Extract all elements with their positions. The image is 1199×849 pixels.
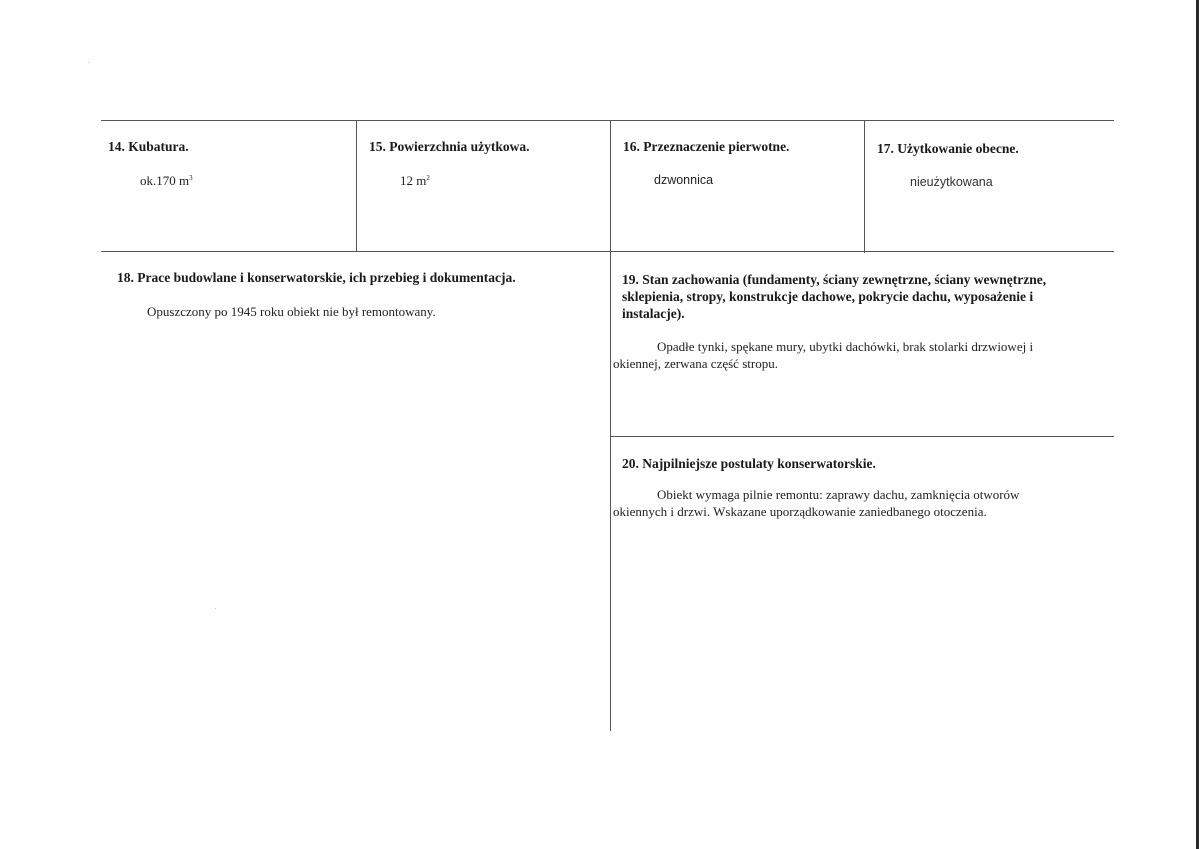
field-15-value-text: 12 m [400,173,427,188]
field-20-heading: 20. Najpilniejsze postulaty konserwatorskie. [622,456,876,471]
field-19-text [613,338,1083,372]
scan-speck [88,62,89,63]
field-14-value [140,170,193,189]
field-16-heading: 16. Przeznaczenie pierwotne. [623,139,790,154]
field-15-heading: 15. Powierzchnia użytkowa. [369,139,530,154]
field-14-unit-superscript: 3 [189,174,193,182]
field-14-heading: 14. Kubatura. [108,139,189,154]
field-14-value-text: ok.170 m [140,173,190,188]
field-20-text [613,486,1063,520]
col-divider-14-15 [356,120,357,251]
scan-speck [215,608,216,609]
row-divider [101,251,1114,252]
section-19-20-divider [611,436,1114,437]
field-15-unit-superscript: 2 [426,174,430,182]
col-divider-15-16 [610,120,611,731]
top-rule [101,120,1114,121]
col-divider-16-17 [864,120,865,253]
field-15-value [400,170,430,189]
field-17-value: nieużytkowana [910,175,993,189]
field-19-heading: 19. Stan zachowania (fundamenty, ściany zewnętrzne, ściany wewnętrzne, sklepienia, stropy, konstrukcje dachowe, pokrycie dachu, wyposażenie i instalacje). [622,272,1047,321]
field-18-text: Opuszczony po 1945 roku obiekt nie był remontowany. [147,304,436,319]
field-19-text-content: Opadłe tynki, spękane mury, ubytki dachówki, brak stolarki drzwiowej i okiennej, zerwana część stropu. [613,339,1034,371]
field-17-heading: 17. Użytkowanie obecne. [877,141,1019,156]
field-16-value: dzwonnica [654,173,714,187]
field-18-heading: 18. Prace budowlane i konserwatorskie, ich przebieg i dokumentacja. [117,270,516,285]
field-20-text-content: Obiekt wymaga pilnie remontu: zaprawy dachu, zamknięcia otworów okiennych i drzwi. Wskazane uporządkowanie zaniedbanego otoczenia. [613,487,1020,519]
